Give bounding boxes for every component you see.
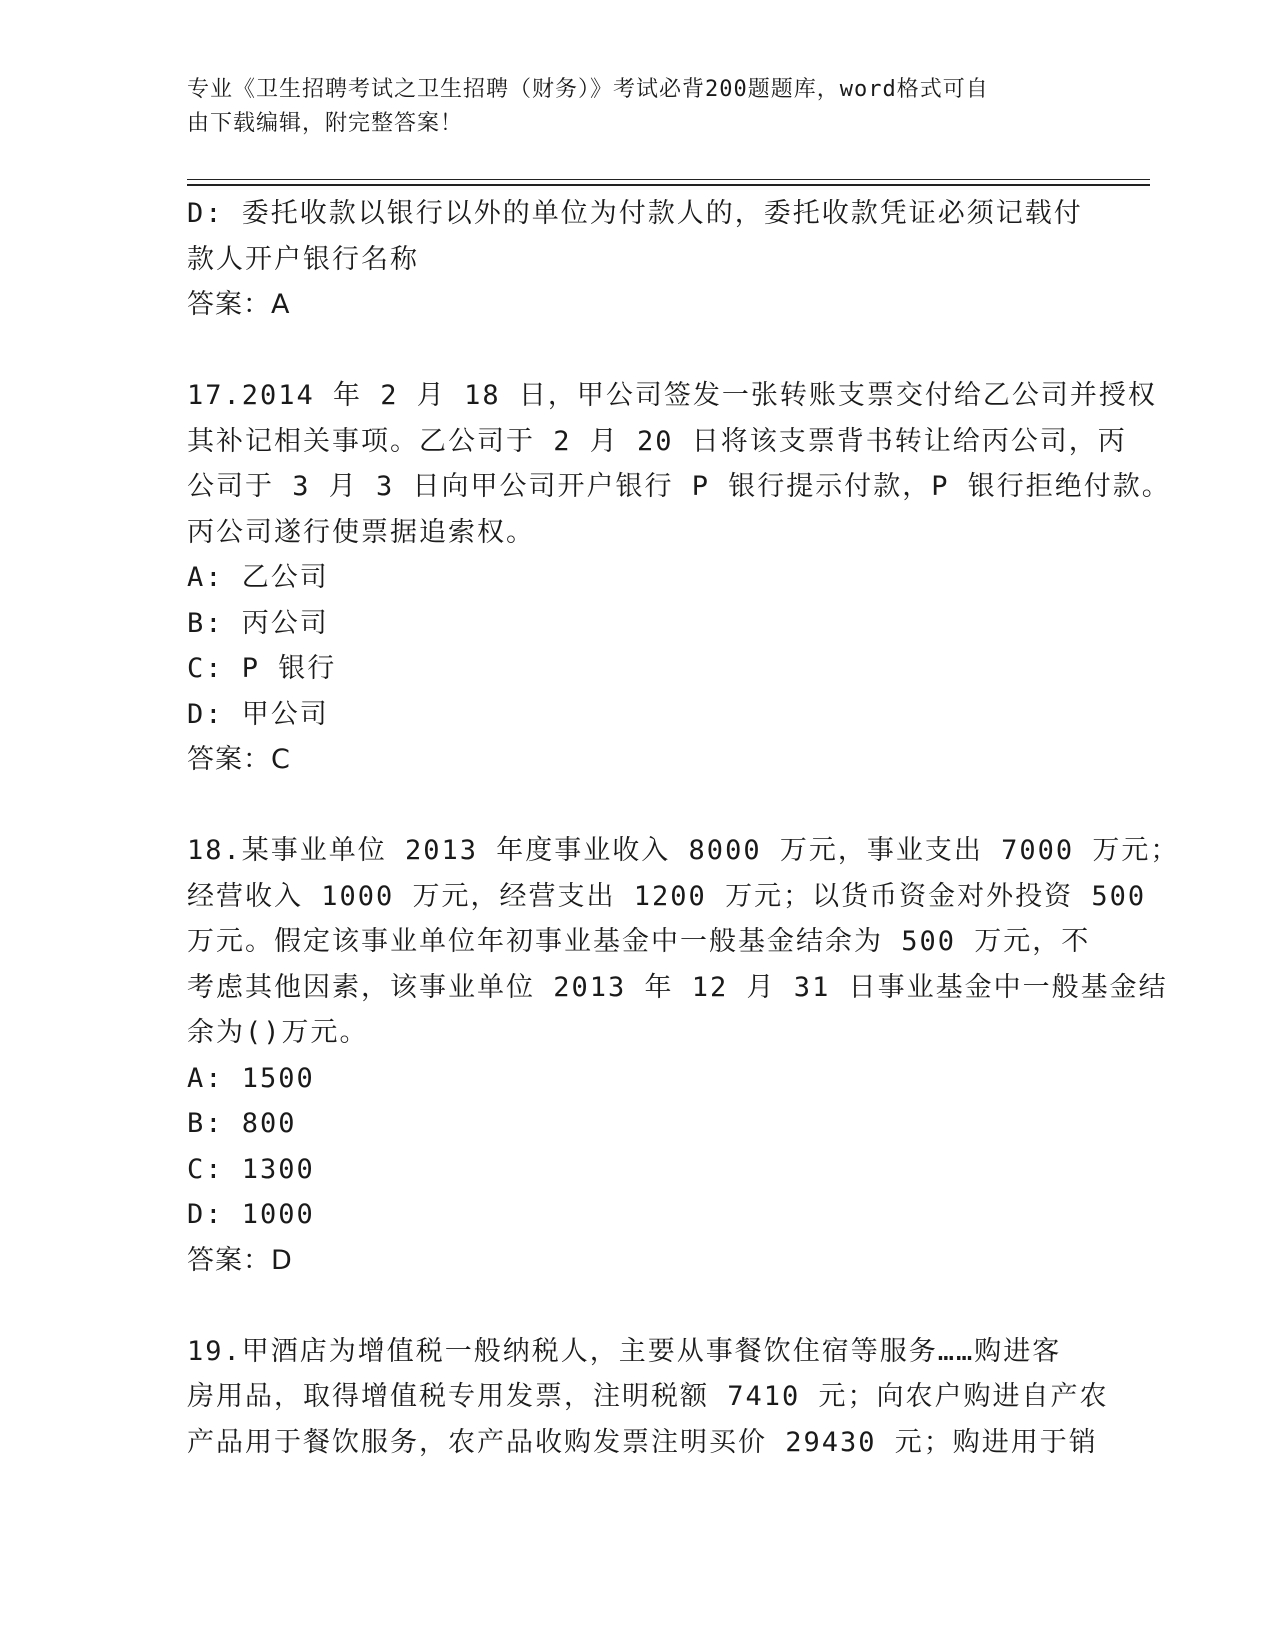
option-d: D: 1000 — [187, 1199, 315, 1230]
option-c: C: P 银行 — [187, 653, 337, 684]
option-c: C: 1300 — [187, 1153, 315, 1185]
answer-line: 答案：A — [187, 289, 291, 320]
spacer — [187, 783, 1067, 829]
option-d: D: 委托收款以银行以外的单位为付款人的，委托收款凭证必须记载付 — [187, 198, 1083, 229]
question-text: 公司于 3 月 3 日向甲公司开户银行 P 银行提示付款，P 银行拒绝付款。 — [187, 471, 1171, 502]
question-18 — [187, 828, 1180, 1283]
option-d: D: 甲公司 — [187, 698, 329, 730]
option-a: A: 1500 — [187, 1062, 315, 1094]
question-text: 18.某事业单位 2013 年度事业收入 8000 万元，事业支出 7000 万元； — [187, 835, 1180, 866]
header-line: 专业《卫生招聘考试之卫生招聘（财务）》考试必背200题题库，word格式可自 — [187, 77, 989, 102]
question-text: 考虑其他因素，该事业单位 2013 年 12 月 31 日事业基金中一般基金结 — [187, 971, 1168, 1003]
header-line: 由下载编辑，附完整答案！ — [187, 111, 464, 136]
question-text: 17.2014 年 2 月 18 日，甲公司签发一张转账支票交付给乙公司并授权 — [187, 380, 1157, 411]
question-text: 产品用于餐饮服务，农产品收购发票注明买价 29430 元；购进用于销 — [187, 1426, 1098, 1458]
answer-line: 答案：D — [187, 1244, 293, 1276]
header-divider-thin — [187, 179, 1150, 180]
document-header — [187, 73, 1067, 141]
question-19 — [187, 1329, 1109, 1466]
question-text: 其补记相关事项。乙公司于 2 月 20 日将该支票背书转让给丙公司，丙 — [187, 425, 1127, 457]
spacer — [187, 328, 1067, 374]
question-text: 经营收入 1000 万元，经营支出 1200 万元；以货币资金对外投资 500 — [187, 880, 1147, 912]
option-d-continued: 款人开户银行名称 — [187, 243, 419, 275]
question-text: 万元。假定该事业单位年初事业基金中一般基金结余为 500 万元，不 — [187, 926, 1091, 957]
document-body — [187, 191, 1180, 1465]
option-b: B: 800 — [187, 1108, 297, 1139]
answer-line: 答案：C — [187, 744, 291, 775]
question-17 — [187, 373, 1171, 783]
question-text: 19.甲酒店为增值税一般纳税人，主要从事餐饮住宿等服务……购进客 — [187, 1335, 1062, 1367]
question-text: 余为()万元。 — [187, 1017, 369, 1048]
spacer — [187, 1283, 1067, 1329]
question-16 — [187, 191, 1083, 328]
option-b: B: 丙公司 — [187, 607, 329, 639]
question-text: 丙公司遂行使票据追索权。 — [187, 516, 535, 548]
header-divider-thick — [187, 184, 1150, 186]
question-text: 房用品，取得增值税专用发票，注明税额 7410 元；向农户购进自产农 — [187, 1381, 1109, 1412]
option-a: A: 乙公司 — [187, 562, 329, 593]
